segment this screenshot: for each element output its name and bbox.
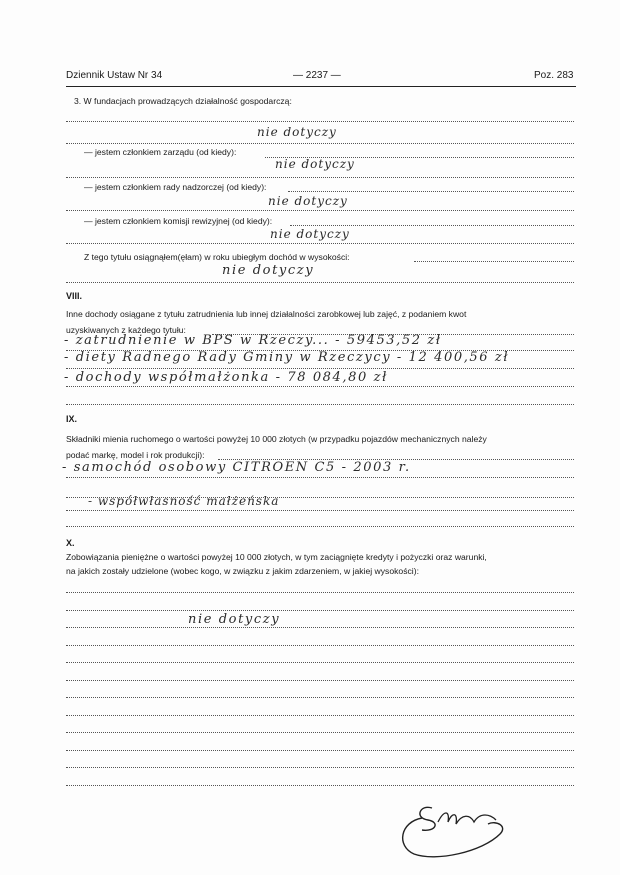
handwritten-entry: - samochód osobowy CITROEN C5 - 2003 r.: [62, 460, 411, 475]
handwritten-answer: nie dotyczy: [268, 194, 348, 208]
dotted-line: [288, 191, 574, 192]
dotted-line: [414, 261, 574, 262]
page-number: — 2237 —: [293, 70, 341, 81]
section-viii-text: Inne dochody osiągane z tytułu zatrudnienia lub innej działalności zarobkowej lub zajęć, z podaniem kwot: [66, 309, 467, 319]
section-ix-number: IX.: [66, 414, 78, 424]
handwritten-entry: - diety Radnego Rady Gminy w Rzeczycy - 12 400,56 zł: [64, 350, 510, 365]
handwritten-answer: nie dotyczy: [275, 157, 355, 171]
dotted-line: [66, 662, 574, 663]
dotted-line: [66, 680, 574, 681]
dotted-line: [290, 225, 574, 226]
position-number: Poz. 283: [534, 70, 574, 81]
dotted-line: [66, 697, 574, 698]
handwritten-entry: - zatrudnienie w BPS w Rzeczy... - 59453,52 zł: [64, 333, 442, 348]
foundations-heading: 3. W fundacjach prowadzących działalność gospodarczą:: [74, 96, 292, 106]
handwritten-answer: nie dotyczy: [257, 125, 337, 139]
section-ix-text: podać markę, model i rok produkcji):: [66, 450, 205, 460]
dotted-line: [66, 715, 574, 716]
dotted-line: [66, 645, 574, 646]
board-label: — jestem członkiem zarządu (od kiedy):: [84, 147, 237, 157]
header-rule: [66, 86, 576, 87]
dotted-line: [66, 526, 574, 527]
dotted-line: [66, 282, 574, 283]
handwritten-answer: nie dotyczy: [188, 612, 281, 627]
handwritten-entry: - współwłasność małżeńska: [88, 494, 280, 508]
dotted-line: [66, 477, 574, 478]
dotted-line: [66, 732, 574, 733]
section-x-text: na jakich zostały udzielone (wobec kogo, w związku z jakim zdarzeniem, w jakiej wysokości):: [66, 566, 419, 576]
journal-title: Dziennik Ustaw Nr 34: [66, 70, 163, 81]
dotted-line: [66, 627, 574, 628]
section-x-text: Zobowiązania pieniężne o wartości powyżej 10 000 złotych, w tym zaciągnięte kredyty i pożyczki oraz warunki,: [66, 552, 487, 562]
signature: [392, 798, 522, 862]
dotted-line: [66, 785, 574, 786]
audit-label: — jestem członkiem komisji rewizyjnej (od kiedy):: [84, 216, 273, 226]
handwritten-answer: nie dotyczy: [222, 263, 315, 278]
dotted-line: [66, 610, 574, 611]
dotted-line: [66, 404, 574, 405]
section-x-number: X.: [66, 538, 75, 548]
income-label: Z tego tytułu osiągnąłem(ęłam) w roku ubiegłym dochód w wysokości:: [84, 252, 350, 262]
section-ix-text: Składniki mienia ruchomego o wartości powyżej 10 000 złotych (w przypadku pojazdów mechanicznych należy: [66, 434, 487, 444]
handwritten-entry: - dochody współmałżonka - 78 084,80 zł: [64, 370, 388, 385]
dotted-line: [66, 750, 574, 751]
section-viii-number: VIII.: [66, 291, 83, 301]
dotted-line: [66, 243, 574, 244]
dotted-line: [66, 592, 574, 593]
dotted-line: [66, 121, 574, 122]
supervisory-label: — jestem członkiem rady nadzorczej (od kiedy):: [84, 182, 267, 192]
dotted-line: [66, 368, 574, 369]
dotted-line: [66, 386, 574, 387]
dotted-line: [66, 510, 574, 511]
dotted-line: [66, 210, 574, 211]
dotted-line: [66, 143, 574, 144]
dotted-line: [66, 767, 574, 768]
section-viii-text: uzyskiwanych z każdego tytułu:: [66, 325, 186, 335]
dotted-line: [66, 177, 574, 178]
handwritten-answer: nie dotyczy: [270, 227, 350, 241]
